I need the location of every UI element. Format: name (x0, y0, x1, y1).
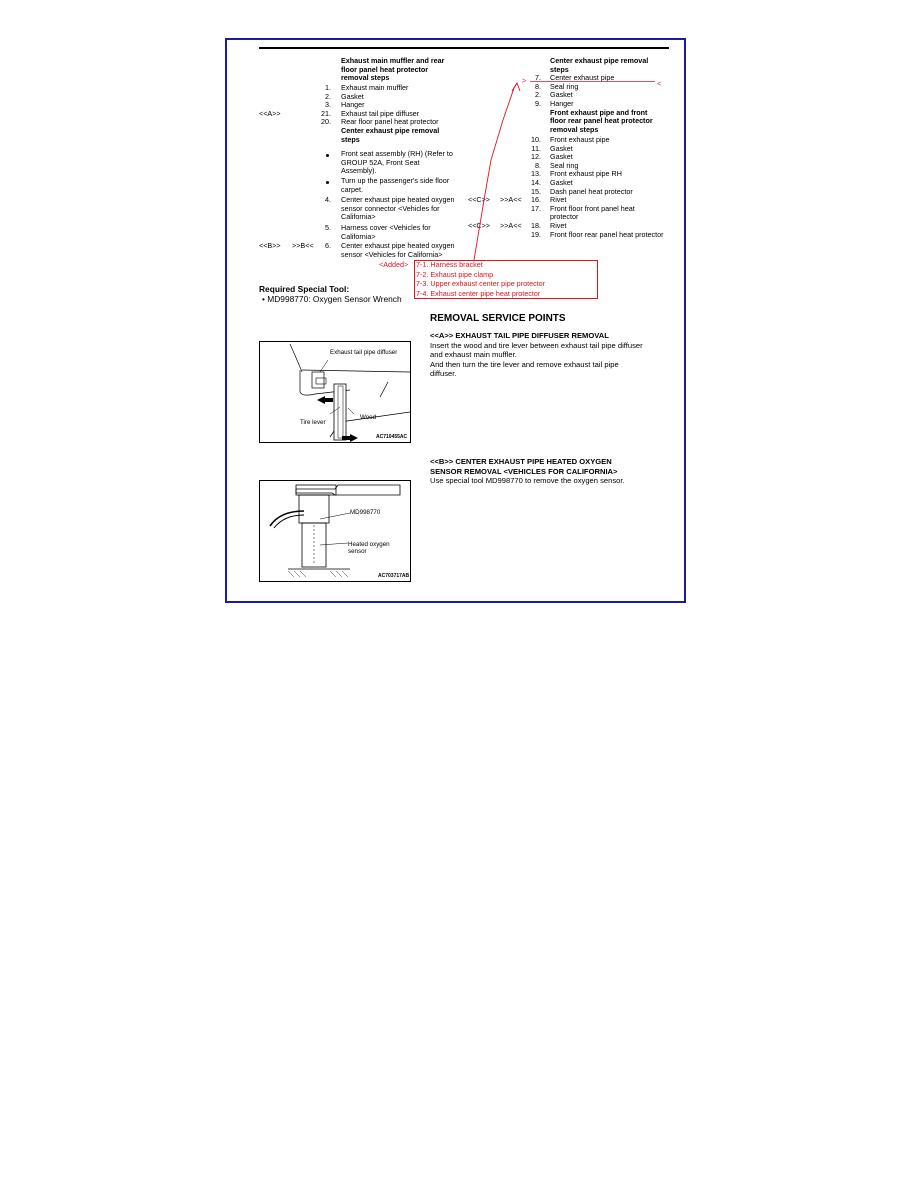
label-heated-oxygen-sensor: Heated oxygen (348, 541, 390, 548)
step-text: sensor connector <Vehicles for (341, 203, 440, 213)
right-center-title-2: steps (550, 64, 569, 74)
step-number: 11. (531, 143, 541, 153)
step-number: 1. (325, 83, 331, 92)
service-a-title: <<A>> EXHAUST TAIL PIPE DIFFUSER REMOVAL (430, 331, 609, 340)
step-text: sensor <Vehicles for California> (341, 249, 443, 259)
step-text: Rivet (550, 221, 567, 230)
step-text: Center exhaust pipe heated oxygen (341, 195, 455, 204)
added-item: 7-1. Harness bracket (416, 260, 483, 269)
step-number: 2. (535, 90, 541, 100)
step-text: Center exhaust pipe (550, 73, 615, 83)
step-text: Gasket (550, 90, 573, 100)
bullet-text: GROUP 52A, Front Seat (341, 157, 420, 167)
label-heated-oxygen-sensor: sensor (348, 548, 367, 555)
step-number: 18. (531, 221, 541, 230)
left-main-title-2: floor panel heat protector (341, 64, 429, 74)
label-md998770: MD998770 (350, 509, 381, 516)
figure-diffuser-removal (259, 341, 411, 443)
step-text: Center exhaust pipe heated oxygen (341, 241, 455, 250)
right-front-title-2: floor rear panel heat protector (550, 116, 653, 126)
oxygen-sensor-illustration (260, 481, 410, 581)
step-number: 8. (535, 81, 541, 91)
step-number: 16. (531, 195, 541, 205)
figure-oxygen-sensor-removal (259, 480, 411, 582)
added-item: 7-3. Upper exhaust center pipe protector (416, 279, 546, 288)
step-number: 6. (325, 241, 331, 250)
step-number: 13. (531, 169, 541, 179)
annotation-arrow-right: < (657, 79, 662, 88)
label-tire-lever: Tire lever (300, 419, 326, 426)
left-main-title-3: removal steps (341, 73, 390, 83)
bullet-text: carpet. (341, 184, 363, 194)
step-number: 12. (531, 152, 541, 162)
step-number: 8. (535, 160, 541, 170)
bullet-text: Front seat assembly (RH) (Refer to (341, 149, 453, 158)
left-center-title-2: steps (341, 134, 360, 144)
service-ref-c: <<C>> (468, 221, 490, 230)
step-text: Front exhaust pipe (550, 135, 610, 144)
step-text: Gasket (550, 152, 573, 162)
step-text: California> (341, 231, 376, 241)
step-text: Seal ring (550, 81, 579, 91)
step-text: Front exhaust pipe RH (550, 169, 622, 179)
step-text: Dash panel heat protector (550, 186, 633, 196)
figure-code: AC703717AB (378, 573, 410, 579)
special-tool-item: • MD998770: Oxygen Sensor Wrench (262, 294, 402, 304)
special-tool-text: MD998770: Oxygen Sensor Wrench (267, 294, 402, 304)
bullet-text: Assembly). (341, 166, 377, 176)
step-number: 21. (321, 108, 331, 118)
right-center-title-1: Center exhaust pipe removal (550, 56, 649, 65)
install-ref-a: >>A<< (500, 221, 522, 230)
step-text: Hanger (341, 100, 365, 110)
service-ref-a: <<A>> (259, 108, 281, 118)
service-b-body: Use special tool MD998770 to remove the oxygen sensor. (430, 476, 625, 485)
step-text: protector (550, 212, 579, 222)
step-number: 5. (325, 223, 331, 232)
install-ref-b: >>B<< (292, 241, 314, 250)
step-number: 7. (535, 73, 541, 83)
added-item: 7-2. Exhaust pipe clamp (416, 269, 494, 279)
service-a-body: Insert the wood and tire lever between exhaust tail pipe diffuser (430, 340, 643, 350)
bullet-text: Turn up the passenger's side floor (341, 176, 450, 185)
step-text: Front floor front panel heat (550, 203, 635, 213)
step-number: 3. (325, 100, 331, 110)
step-number: 20. (321, 117, 331, 127)
install-ref-a: >>A<< (500, 195, 522, 205)
added-item: 7-4. Exhaust center pipe heat protector (416, 288, 541, 298)
service-b-title: <<B>> CENTER EXHAUST PIPE HEATED OXYGEN (430, 457, 612, 466)
right-front-title-3: removal steps (550, 124, 599, 134)
step-text: Exhaust tail pipe diffuser (341, 108, 420, 118)
service-a-body: and exhaust main muffler. (430, 350, 517, 359)
step-text: Seal ring (550, 160, 579, 170)
step-text: Gasket (550, 143, 573, 153)
step-number: 15. (531, 186, 541, 196)
service-ref-c: <<C>> (468, 195, 490, 205)
step-text: Hanger (550, 99, 574, 108)
diffuser-illustration (260, 342, 410, 442)
step-text: Gasket (341, 91, 364, 101)
step-number: 14. (531, 178, 541, 187)
figure-code: AC710455AC (376, 434, 408, 440)
service-ref-b: <<B>> (259, 241, 281, 250)
step-number: 9. (535, 99, 541, 108)
step-text: Harness cover <Vehicles for (341, 223, 431, 232)
step-number: 4. (325, 195, 331, 204)
step-text: Rivet (550, 195, 567, 205)
left-center-title-1: Center exhaust pipe removal (341, 126, 440, 135)
step-text: California> (341, 212, 376, 222)
added-label: <Added> (379, 260, 409, 269)
step-number: 10. (531, 135, 541, 144)
step-text: Gasket (550, 178, 573, 187)
service-a-body: And then turn the tire lever and remove exhaust tail pipe (430, 359, 619, 369)
label-diffuser: Exhaust tail pipe diffuser (330, 349, 398, 356)
step-number: 17. (531, 203, 541, 213)
service-a-body: diffuser. (430, 369, 457, 378)
special-tool-heading: Required Special Tool: (259, 284, 350, 294)
step-text: Exhaust main muffler (341, 83, 409, 92)
left-main-title-1: Exhaust main muffler and rear (341, 56, 445, 65)
label-wood: Wood (360, 414, 377, 421)
step-number: 19. (531, 229, 541, 239)
step-number: 2. (325, 91, 331, 101)
step-text: Front floor rear panel heat protector (550, 229, 664, 239)
annotation-arrow-left: > (522, 76, 527, 85)
service-b-title: SENSOR REMOVAL <VEHICLES FOR CALIFORNIA> (430, 466, 618, 476)
right-front-title-1: Front exhaust pipe and front (550, 107, 648, 117)
step-text: Rear floor panel heat protector (341, 117, 439, 127)
service-points-heading: REMOVAL SERVICE POINTS (430, 313, 566, 324)
